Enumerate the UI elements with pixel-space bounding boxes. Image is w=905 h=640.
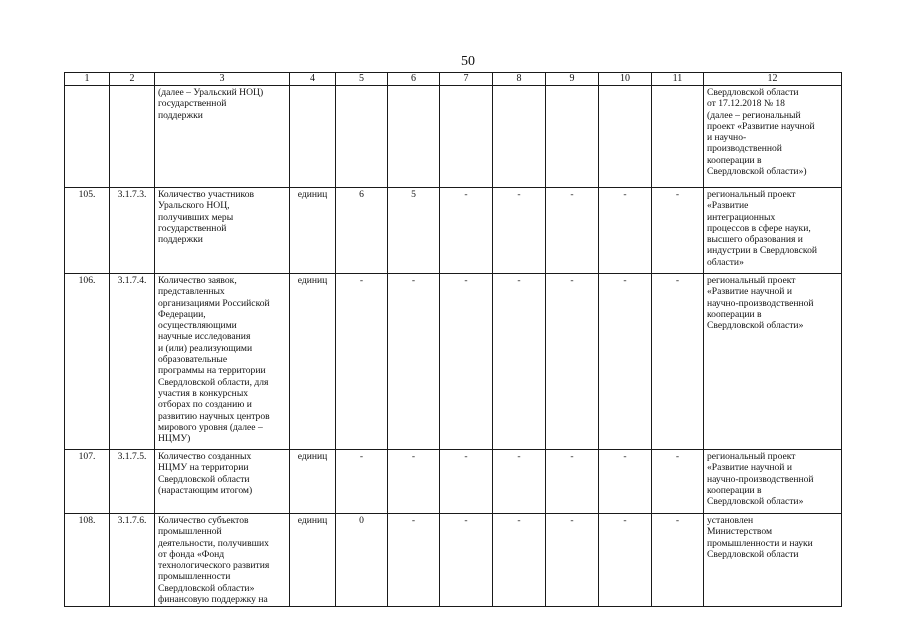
header-row	[65, 73, 842, 86]
value-cell: -	[440, 514, 493, 607]
value-cell: -	[440, 450, 493, 514]
row-code-cell: 3.1.7.3.	[110, 188, 155, 274]
value-cell: -	[493, 514, 546, 607]
value-cell: -	[493, 188, 546, 274]
unit-cell: единиц	[290, 274, 336, 450]
unit-cell: единиц	[290, 514, 336, 607]
value-cell: -	[388, 450, 440, 514]
value-cell: 5	[388, 188, 440, 274]
indicator-name-cell: Количество заявок, представленных организациями Российской Федерации, осуществляющими научные исследования и (или) реализующими образовательные программы на территории Свердловской области, для участия в конкурсных отборах по созданию и развитию научных центров мирового уровня (далее – НЦМУ)	[155, 274, 290, 450]
indicator-name-cell: Количество созданных НЦМУ на территории Свердловской области (нарастающим итогом)	[155, 450, 290, 514]
column-header: 6	[388, 73, 440, 86]
table-row	[65, 86, 842, 188]
indicator-name-cell: Количество участников Уральского НОЦ, получивших меры государственной поддержки	[155, 188, 290, 274]
column-header: 5	[336, 73, 388, 86]
indicators-table	[64, 72, 842, 607]
row-number-cell: 106.	[65, 274, 110, 450]
row-number-cell: 107.	[65, 450, 110, 514]
value-cell	[652, 86, 704, 188]
column-header: 4	[290, 73, 336, 86]
value-cell: -	[599, 188, 652, 274]
row-number-cell	[65, 86, 110, 188]
column-header: 3	[155, 73, 290, 86]
unit-cell	[290, 86, 336, 188]
value-cell: -	[546, 450, 599, 514]
value-cell: -	[652, 450, 704, 514]
value-cell: -	[336, 450, 388, 514]
value-cell	[599, 86, 652, 188]
column-header: 12	[704, 73, 842, 86]
table-row	[65, 274, 842, 450]
source-cell: Свердловской области от 17.12.2018 № 18 (далее – региональный проект «Развитие научной и научно- производственной кооперации в Свердловской области»)	[704, 86, 842, 188]
value-cell: -	[652, 188, 704, 274]
value-cell: -	[546, 274, 599, 450]
source-cell: установлен Министерством промышленности и науки Свердловской области	[704, 514, 842, 607]
column-header: 2	[110, 73, 155, 86]
value-cell: -	[440, 188, 493, 274]
row-code-cell: 3.1.7.6.	[110, 514, 155, 607]
value-cell: -	[599, 514, 652, 607]
value-cell: 0	[336, 514, 388, 607]
column-header: 1	[65, 73, 110, 86]
column-header: 9	[546, 73, 599, 86]
value-cell: -	[652, 274, 704, 450]
row-code-cell: 3.1.7.5.	[110, 450, 155, 514]
unit-cell: единиц	[290, 450, 336, 514]
value-cell	[493, 86, 546, 188]
value-cell	[546, 86, 599, 188]
column-header: 10	[599, 73, 652, 86]
column-header: 11	[652, 73, 704, 86]
value-cell	[336, 86, 388, 188]
value-cell: -	[599, 450, 652, 514]
column-header: 8	[493, 73, 546, 86]
value-cell: -	[336, 274, 388, 450]
row-number-cell: 108.	[65, 514, 110, 607]
value-cell	[440, 86, 493, 188]
source-cell: региональный проект «Развитие научной и научно-производственной кооперации в Свердловской области»	[704, 274, 842, 450]
indicator-name-cell: (далее – Уральский НОЦ) государственной поддержки	[155, 86, 290, 188]
value-cell: 6	[336, 188, 388, 274]
value-cell: -	[546, 514, 599, 607]
value-cell: -	[440, 274, 493, 450]
value-cell: -	[652, 514, 704, 607]
table-row	[65, 514, 842, 607]
table-row	[65, 450, 842, 514]
value-cell: -	[599, 274, 652, 450]
row-code-cell: 3.1.7.4.	[110, 274, 155, 450]
value-cell: -	[388, 274, 440, 450]
value-cell: -	[388, 514, 440, 607]
column-header: 7	[440, 73, 493, 86]
source-cell: региональный проект «Развитие интеграционных процессов в сфере науки, высшего образования и индустрии в Свердловской области»	[704, 188, 842, 274]
indicator-name-cell: Количество субъектов промышленной деятельности, получивших от фонда «Фонд технологического развития промышленности Свердловской области» финансовую поддержку на	[155, 514, 290, 607]
value-cell: -	[546, 188, 599, 274]
source-cell: региональный проект «Развитие научной и научно-производственной кооперации в Свердловской области»	[704, 450, 842, 514]
value-cell	[388, 86, 440, 188]
value-cell: -	[493, 450, 546, 514]
table-row	[65, 188, 842, 274]
row-number-cell: 105.	[65, 188, 110, 274]
page-number: 50	[461, 54, 475, 69]
value-cell: -	[493, 274, 546, 450]
row-code-cell	[110, 86, 155, 188]
unit-cell: единиц	[290, 188, 336, 274]
